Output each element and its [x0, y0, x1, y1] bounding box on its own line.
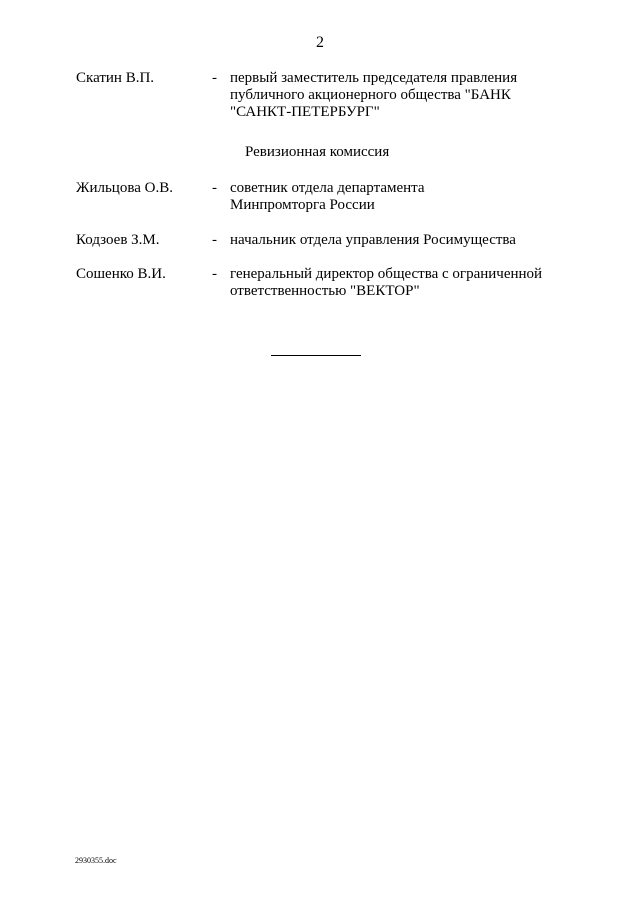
- page-number: 2: [316, 34, 324, 51]
- separator-dash: -: [212, 70, 217, 86]
- member-position: [230, 266, 610, 300]
- member-name: Скатин В.П.: [76, 70, 155, 86]
- position-line: советник отдела департамента: [230, 180, 425, 196]
- closing-rule: [271, 355, 361, 356]
- position-line: начальник отдела управления Росимущества: [230, 232, 516, 248]
- member-name: Сошенко В.И.: [76, 266, 166, 282]
- position-line: ответственностью "ВЕКТОР": [230, 283, 420, 299]
- separator-dash: -: [212, 180, 217, 196]
- position-line: публичного акционерного общества "БАНК: [230, 87, 511, 103]
- member-position: [230, 180, 610, 214]
- separator-dash: -: [212, 266, 217, 282]
- separator-dash: -: [212, 232, 217, 248]
- file-reference: 2930355.doc: [75, 856, 117, 865]
- position-line: Минпромторга России: [230, 197, 375, 213]
- section-title: Ревизионная комиссия: [245, 144, 390, 160]
- member-name: Жильцова О.В.: [76, 180, 173, 196]
- member-position: [230, 232, 610, 249]
- member-position: [230, 70, 610, 121]
- position-line: первый заместитель председателя правления: [230, 70, 518, 86]
- position-line: генеральный директор общества с ограниченной: [230, 266, 543, 282]
- position-line: "САНКТ-ПЕТЕРБУРГ": [230, 104, 380, 120]
- member-name: Кодзоев З.М.: [76, 232, 160, 248]
